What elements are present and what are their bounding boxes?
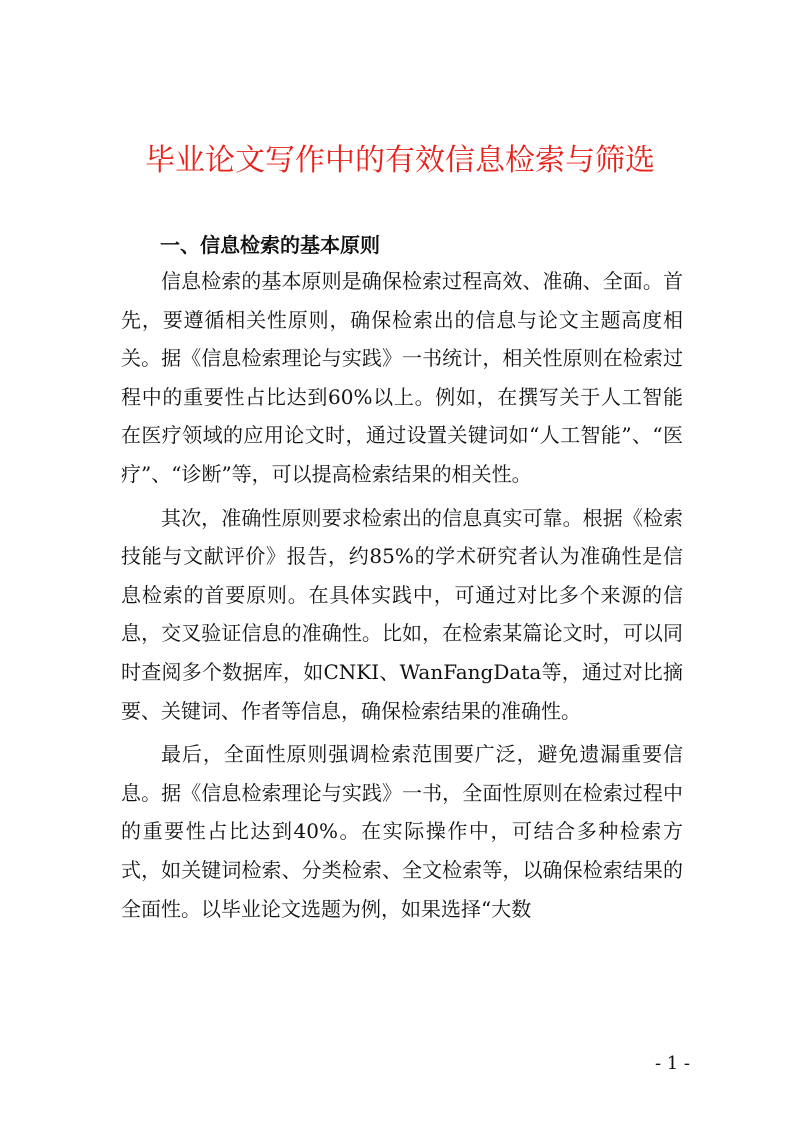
paragraph-comprehensiveness-principle: 最后，全面性原则强调检索范围要广泛，避免遗漏重要信息。据《信息检索理论与实践》一书，全面性原则在检索过程中的重要性占比达到40%。在实际操作中，可结合多种检索方式，如关键词检索、分类检索、全文检索等，以确保检索结果的全面性。以毕业论文选题为例，如果选择“大数 — [121, 742, 683, 921]
paragraph-relevance-principle: 信息检索的基本原则是确保检索过程高效、准确、全面。首先，要遵循相关性原则，确保检索出的信息与论文主题高度相关。据《信息检索理论与实践》一书统计，相关性原则在检索过程中的重要性占比达到60%以上。例如，在撰写关于人工智能在医疗领域的应用论文时，通过设置关键词如“人工智能”、“医疗”、“诊断”等，可以提高检索结果的相关性。 — [121, 269, 683, 486]
document-title: 毕业论文写作中的有效信息检索与筛选 — [145, 143, 655, 178]
section-heading: 一、信息检索的基本原则 — [160, 233, 380, 257]
page-number: - 1 - — [654, 1053, 690, 1074]
section-body — [121, 262, 683, 933]
paragraph-accuracy-principle: 其次，准确性原则要求检索出的信息真实可靠。根据《检索技能与文献评价》报告，约85%的学术研究者认为准确性是信息检索的首要原则。在具体实践中，可通过对比多个来源的信息，交叉验证信息的准确性。比如，在检索某篇论文时，可以同时查阅多个数据库，如CNKI、WanFangData等，通过对比摘要、关键词、作者等信息，确保检索结果的准确性。 — [121, 505, 683, 723]
